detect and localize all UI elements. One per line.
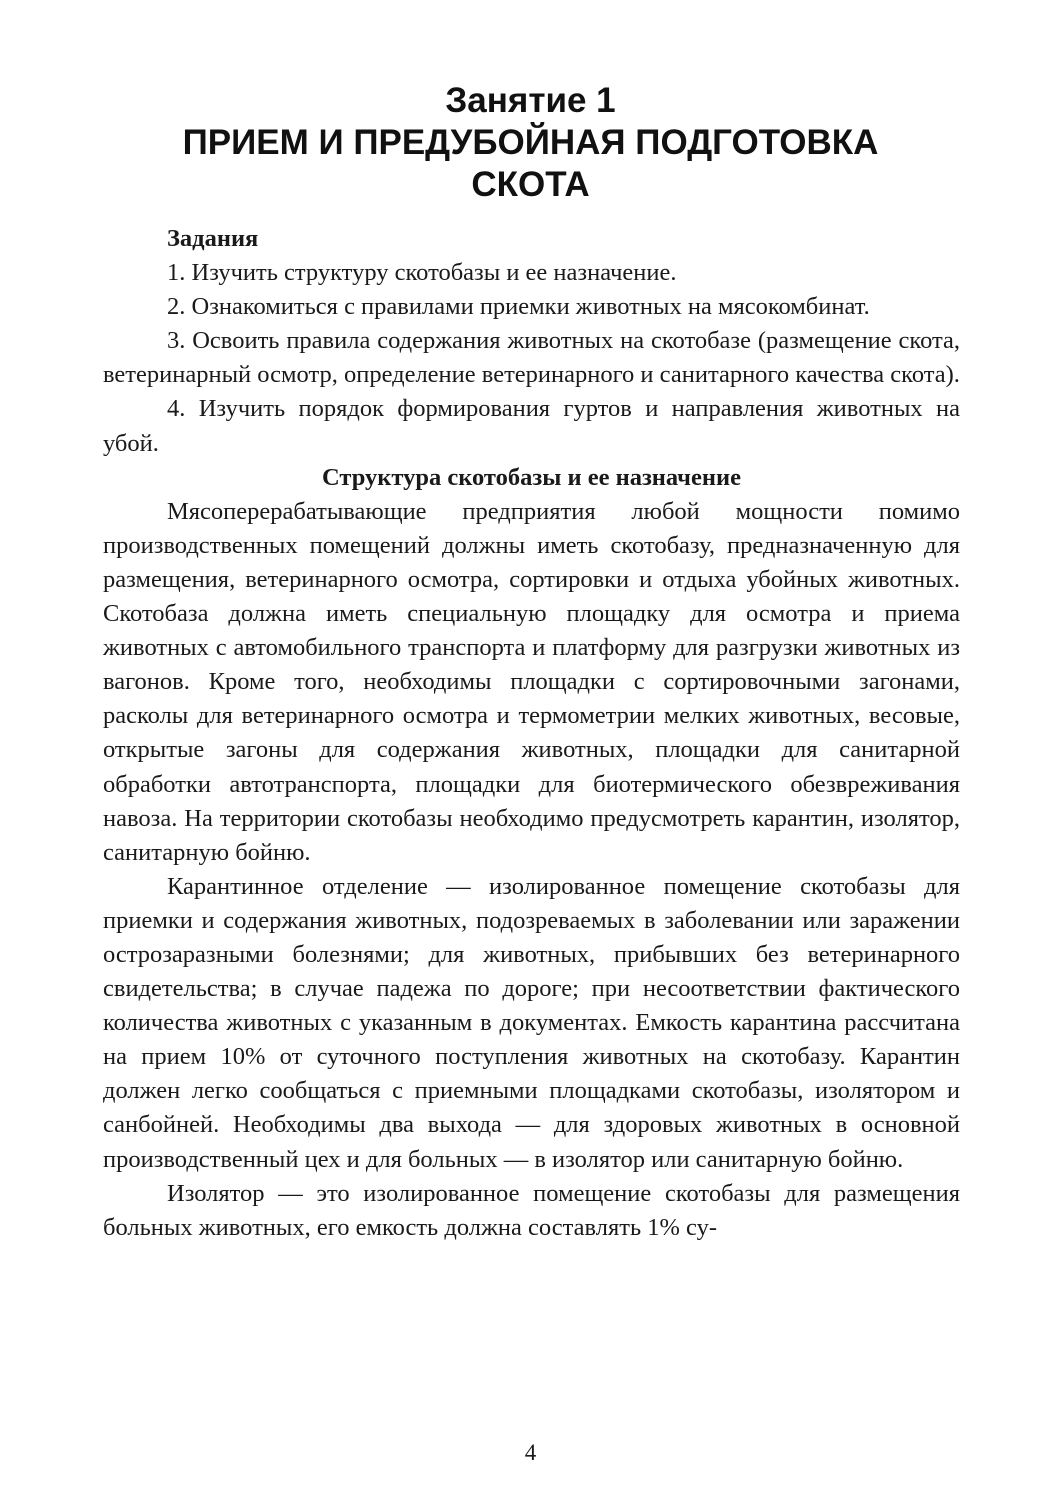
paragraph-isolator: Изолятор — это изолированное помещение скотобазы для размещения больных животных, его емкость должна составлять 1% су- — [103, 1179, 960, 1241]
paragraph-quarantine: Карантинное отделение — изолированное помещение скотобазы для приемки и содержания животных, подозреваемых в заболевании или заражении острозаразными болезнями; для животных, прибывших без ветеринарного свидетельства; в случае падежа по дороге; при несоответствии фактического количества животных с указанным в документах. Емкость карантина рассчитана на прием 10% от суточного поступления животных на скотобазу. Карантин должен легко сообщаться с приемными площадками скотобазы, изолятором и санбойней. Необходимы два выхода — для здоровых животных в основной производственный цех и для больных — в изолятор или санитарную бойню. — [103, 872, 960, 1173]
tasks-heading: Задания — [167, 225, 259, 252]
page-number: 4 — [524, 1440, 537, 1465]
task-item-1: 1. Изучить структуру скотобазы и ее назначение. — [167, 259, 677, 287]
paragraph-structure: Мясоперерабатывающие предприятия любой мощности помимо производственных помещений должны иметь скотобазу, предназначенную для размещения, ветеринарного осмотра, сортировки и отдыха убойных животных. Скотобаза должна иметь специальную площадку для осмотра и приема животных с автомобильного транспорта и платформу для разгрузки животных из вагонов. Кроме того, необходимы площадки с сортировочными загонами, расколы для ветеринарного осмотра и термометрии мелких животных, весовые, открытые загоны для содержания животных, площадки для санитарной обработки автотранспорта, площадки для биотермического обезвреживания навоза. На территории скотобазы необходимо предусмотреть карантин, изолятор, санитарную бойню. — [103, 497, 960, 866]
task-item-3: 3. Освоить правила содержания животных на скотобазе (размещение скота, ветеринарный осмотр, определение ветеринарного и санитарного качества скота). — [103, 327, 960, 389]
task-item-2: 2. Ознакомиться с правилами приемки животных на мясокомбинат. — [167, 293, 870, 321]
lesson-title-line-1: ПРИЕМ И ПРЕДУБОЙНАЯ ПОДГОТОВКА — [182, 123, 879, 162]
lesson-number: Занятие 1 — [445, 81, 616, 120]
body-text — [103, 222, 960, 1245]
lesson-title-block — [0, 80, 1061, 206]
section-heading: Структура скотобазы и ее назначение — [321, 463, 741, 491]
task-item-4: 4. Изучить порядок формирования гуртов и направления животных на убой. — [103, 395, 960, 457]
lesson-title-line-2: СКОТА — [471, 165, 590, 204]
